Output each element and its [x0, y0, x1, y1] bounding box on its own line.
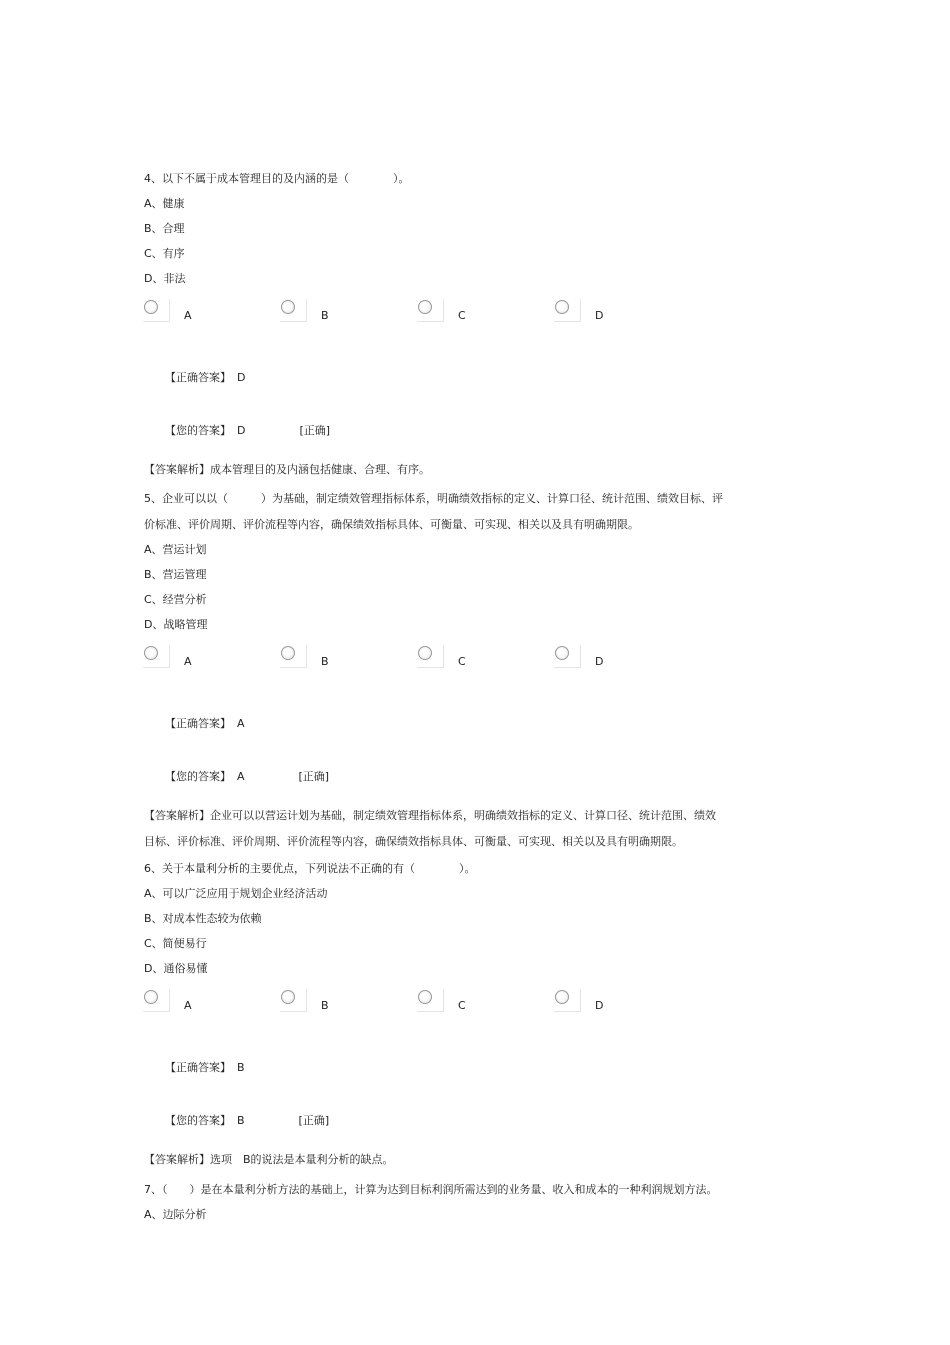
option-d: D、非法	[144, 272, 186, 285]
radio-option-c[interactable]	[418, 300, 538, 326]
correct-answer-label: 【正确答案】	[164, 717, 231, 730]
option-b: B、合理	[144, 222, 185, 235]
radio-circle-icon[interactable]	[144, 300, 158, 314]
answer-status: [正确]	[298, 1114, 330, 1127]
correct-answer-label: 【正确答案】	[164, 371, 231, 384]
option-a: A、边际分析	[144, 1208, 207, 1221]
answer-radio-group	[144, 990, 784, 1016]
option-a: A、健康	[144, 197, 185, 210]
radio-circle-icon[interactable]	[555, 300, 569, 314]
correct-answer-value: A	[236, 717, 245, 730]
answer-explanation: 【答案解析】成本管理目的及内涵包括健康、合理、有序。	[144, 463, 430, 476]
your-answer-row	[144, 410, 784, 452]
option-c: C、简便易行	[144, 937, 207, 950]
radio-label: D	[595, 655, 604, 668]
radio-label: C	[458, 309, 466, 322]
your-answer-row	[144, 756, 784, 798]
answer-status: [正确]	[298, 770, 330, 783]
option-b: B、营运管理	[144, 568, 207, 581]
answer-radio-group	[144, 646, 784, 672]
radio-option-b[interactable]	[281, 300, 401, 326]
correct-answer-row	[144, 357, 784, 399]
option-b: B、对成本性态较为依赖	[144, 912, 262, 925]
radio-option-d[interactable]	[555, 990, 675, 1016]
answer-radio-group	[144, 300, 784, 326]
radio-circle-icon[interactable]	[418, 646, 432, 660]
your-answer-row	[144, 1100, 784, 1142]
option-a: A、营运计划	[144, 543, 207, 556]
radio-label: B	[321, 655, 329, 668]
radio-circle-icon[interactable]	[555, 646, 569, 660]
correct-answer-row	[144, 703, 784, 745]
your-answer-value: B	[236, 1114, 245, 1127]
answer-explanation-cont: 目标、评价标准、评价周期、评价流程等内容，确保绩效指标具体、可衡量、可实现、相关以及具有明确期限。	[144, 835, 683, 848]
radio-label: D	[595, 309, 604, 322]
radio-option-a[interactable]	[144, 300, 264, 326]
radio-option-d[interactable]	[555, 646, 675, 672]
radio-circle-icon[interactable]	[555, 990, 569, 1004]
your-answer-value: A	[236, 770, 245, 783]
your-answer-label: 【您的答案】	[164, 1114, 231, 1127]
question-text: 4、以下不属于成本管理目的及内涵的是（ ）。	[144, 172, 410, 185]
option-c: C、经营分析	[144, 593, 207, 606]
question-5	[144, 492, 784, 849]
your-answer-value: D	[236, 424, 246, 437]
question-4	[144, 172, 784, 477]
answer-explanation: 【答案解析】企业可以以营运计划为基础，制定绩效管理指标体系，明确绩效指标的定义、计算口径、统计范围、绩效	[144, 809, 716, 822]
radio-label: B	[321, 309, 329, 322]
radio-circle-icon[interactable]	[144, 990, 158, 1004]
radio-label: A	[184, 655, 192, 668]
radio-circle-icon[interactable]	[281, 646, 295, 660]
question-text: 6、关于本量利分析的主要优点，下列说法不正确的有（ ）。	[144, 862, 476, 875]
answer-explanation: 【答案解析】选项 B的说法是本量利分析的缺点。	[144, 1153, 394, 1166]
radio-label: A	[184, 309, 192, 322]
radio-label: B	[321, 999, 329, 1012]
correct-answer-value: D	[236, 371, 246, 384]
question-6	[144, 862, 784, 1167]
question-text: 5、企业可以以（ ）为基础，制定绩效管理指标体系，明确绩效指标的定义、计算口径、统计范围、绩效目标、评	[144, 492, 723, 505]
your-answer-label: 【您的答案】	[164, 424, 231, 437]
correct-answer-label: 【正确答案】	[164, 1061, 231, 1074]
radio-option-d[interactable]	[555, 300, 675, 326]
option-a: A、可以广泛应用于规划企业经济活动	[144, 887, 328, 900]
radio-label: D	[595, 999, 604, 1012]
answer-status: [正确]	[299, 424, 331, 437]
question-7	[144, 1183, 784, 1222]
question-text: 7、（ ）是在本量利分析方法的基础上，计算为达到目标利润所需达到的业务量、收入和成本的一种利润规划方法。	[144, 1183, 718, 1196]
option-d: D、战略管理	[144, 618, 208, 631]
radio-circle-icon[interactable]	[418, 300, 432, 314]
radio-option-c[interactable]	[418, 990, 538, 1016]
correct-answer-row	[144, 1047, 784, 1089]
radio-label: C	[458, 655, 466, 668]
radio-circle-icon[interactable]	[144, 646, 158, 660]
radio-option-b[interactable]	[281, 990, 401, 1016]
your-answer-label: 【您的答案】	[164, 770, 231, 783]
option-d: D、通俗易懂	[144, 962, 208, 975]
radio-label: A	[184, 999, 192, 1012]
radio-label: C	[458, 999, 466, 1012]
radio-circle-icon[interactable]	[281, 990, 295, 1004]
radio-option-a[interactable]	[144, 646, 264, 672]
radio-circle-icon[interactable]	[281, 300, 295, 314]
option-c: C、有序	[144, 247, 185, 260]
radio-option-c[interactable]	[418, 646, 538, 672]
radio-option-a[interactable]	[144, 990, 264, 1016]
radio-option-b[interactable]	[281, 646, 401, 672]
radio-circle-icon[interactable]	[418, 990, 432, 1004]
correct-answer-value: B	[236, 1061, 245, 1074]
question-text-cont: 价标准、评价周期、评价流程等内容，确保绩效指标具体、可衡量、可实现、相关以及具有明确期限。	[144, 518, 639, 531]
